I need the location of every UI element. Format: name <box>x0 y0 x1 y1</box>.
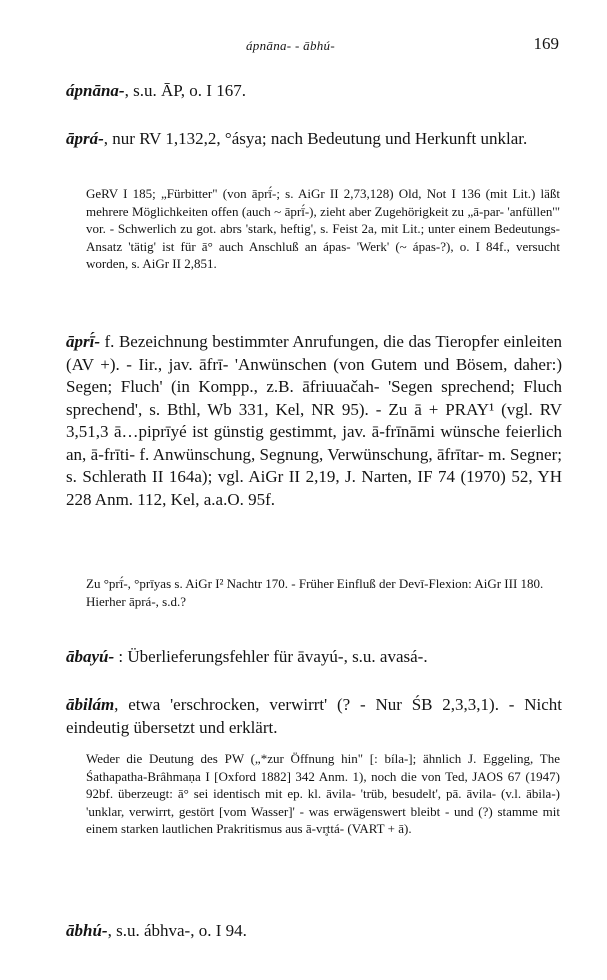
entry-headword: ābhú- <box>66 921 108 940</box>
entry-headword: āprá- <box>66 129 104 148</box>
entry-text: , etwa 'erschrocken, verwirrt' (? - Nur ŚB 2,3,3,1). - Nicht eindeutig übersetzt und erklärt. <box>66 695 562 737</box>
entry-abhu <box>66 920 562 943</box>
entry-apri <box>66 331 562 511</box>
entry-headword: āprī́- <box>66 332 100 351</box>
entry-apra-note <box>86 185 560 273</box>
running-head <box>0 34 607 58</box>
note-paragraph: Hierher āprá-, s.d.? <box>86 593 186 609</box>
entry-apri-note <box>86 575 560 610</box>
entry-text: f. Bezeichnung bestimmter Anrufungen, die das Tieropfer einleiten (AV +). - Iir., jav. āfrī- 'Anwünschen (von Gutem und Bösem, daher:) Segen; Fluch' (in Kompp., z.B. āfriuuačah- 'Segen sprechend; Fluch sprechend', s. Bthl, Wb 331, Kel, NR 95). - Zu ā + PRAY¹ (vgl. RV 3,51,3 ā…piprīyé ist günstig gestimmt, jav. ā-frīnāmi wünsche feierlich an, ā-frīti- f. Anwünschung, Segnung, Verwünschung, āfrītar- m. Segner; s. Schlerath II 164a); vgl. AiGr II 2,19, J. Narten, IF 74 (1970) 52, YH 228 Anm. 112, Kel, a.a.O. 95f. <box>66 332 562 509</box>
entry-headword: ābayú- <box>66 647 115 666</box>
note-paragraph: Weder die Deutung des PW („*zur Öffnung hin" [: bíla-]; ähnlich J. Eggeling, The Śathapatha-Brâhmaṇa I [Oxford 1882] 342 Anm. 1), noch die von Ted, JAOS 67 (1947) 92bf. überzeugt: ā° sei identisch mit ep. kl. āvila- 'trüb, besudelt', pā. āvila- (v.l. ābila-) 'unklar, verwirrt, gestört [vom Wasser]' - was erwägenswert bleibt - und (?) stamme mit einem starken lautlichen Prakritismus aus ā-vr̥ttá- (VART + ā). <box>86 751 560 837</box>
note-paragraph: Zu °prī́-, °prīyas s. AiGr I² Nachtr 170. - Früher Einfluß der Devī-Flexion: AiGr III 180. <box>86 576 544 591</box>
running-head-title: ápnāna- - ābhú- <box>246 38 335 53</box>
entry-headword: ápnāna- <box>66 81 125 100</box>
entry-apnana <box>66 80 562 103</box>
entry-text: , s.u. ĀP, o. I 167. <box>124 81 246 100</box>
page-number: 169 <box>533 34 559 53</box>
entry-text: : Überlieferungsfehler für āvayú-, s.u. avasá-. <box>114 647 428 666</box>
entry-text: , nur RV 1,132,2, °ásya; nach Bedeutung und Herkunft unklar. <box>103 129 528 148</box>
note-paragraph: GeRV I 185; „Fürbitter" (von āprī́-; s. AiGr II 2,73,128) Old, Not I 136 (mit Lit.) läßt mehrere Möglichkeiten offen (auch ~ āprī́-), zieht aber Zugehörigkeit zu „ā-par- 'anfüllen'" vor. - Schwerlich zu got. abrs 'stark, heftig', s. Feist 2a, mit Lit.; unter einem Bedeutungs-Ansatz 'tätig' ist für ā° auch Anschluß an ápas- 'Werk' (~ ápas-?), o. I 84f., versucht worden, s. AiGr II 2,851. <box>86 186 560 272</box>
entry-apra <box>66 128 562 151</box>
entry-abayu <box>66 646 562 669</box>
entry-abilam-note <box>86 750 560 838</box>
entry-text: , s.u. ábhva-, o. I 94. <box>107 921 247 940</box>
entry-abilam <box>66 694 562 739</box>
entry-headword: ābilám <box>66 695 115 714</box>
